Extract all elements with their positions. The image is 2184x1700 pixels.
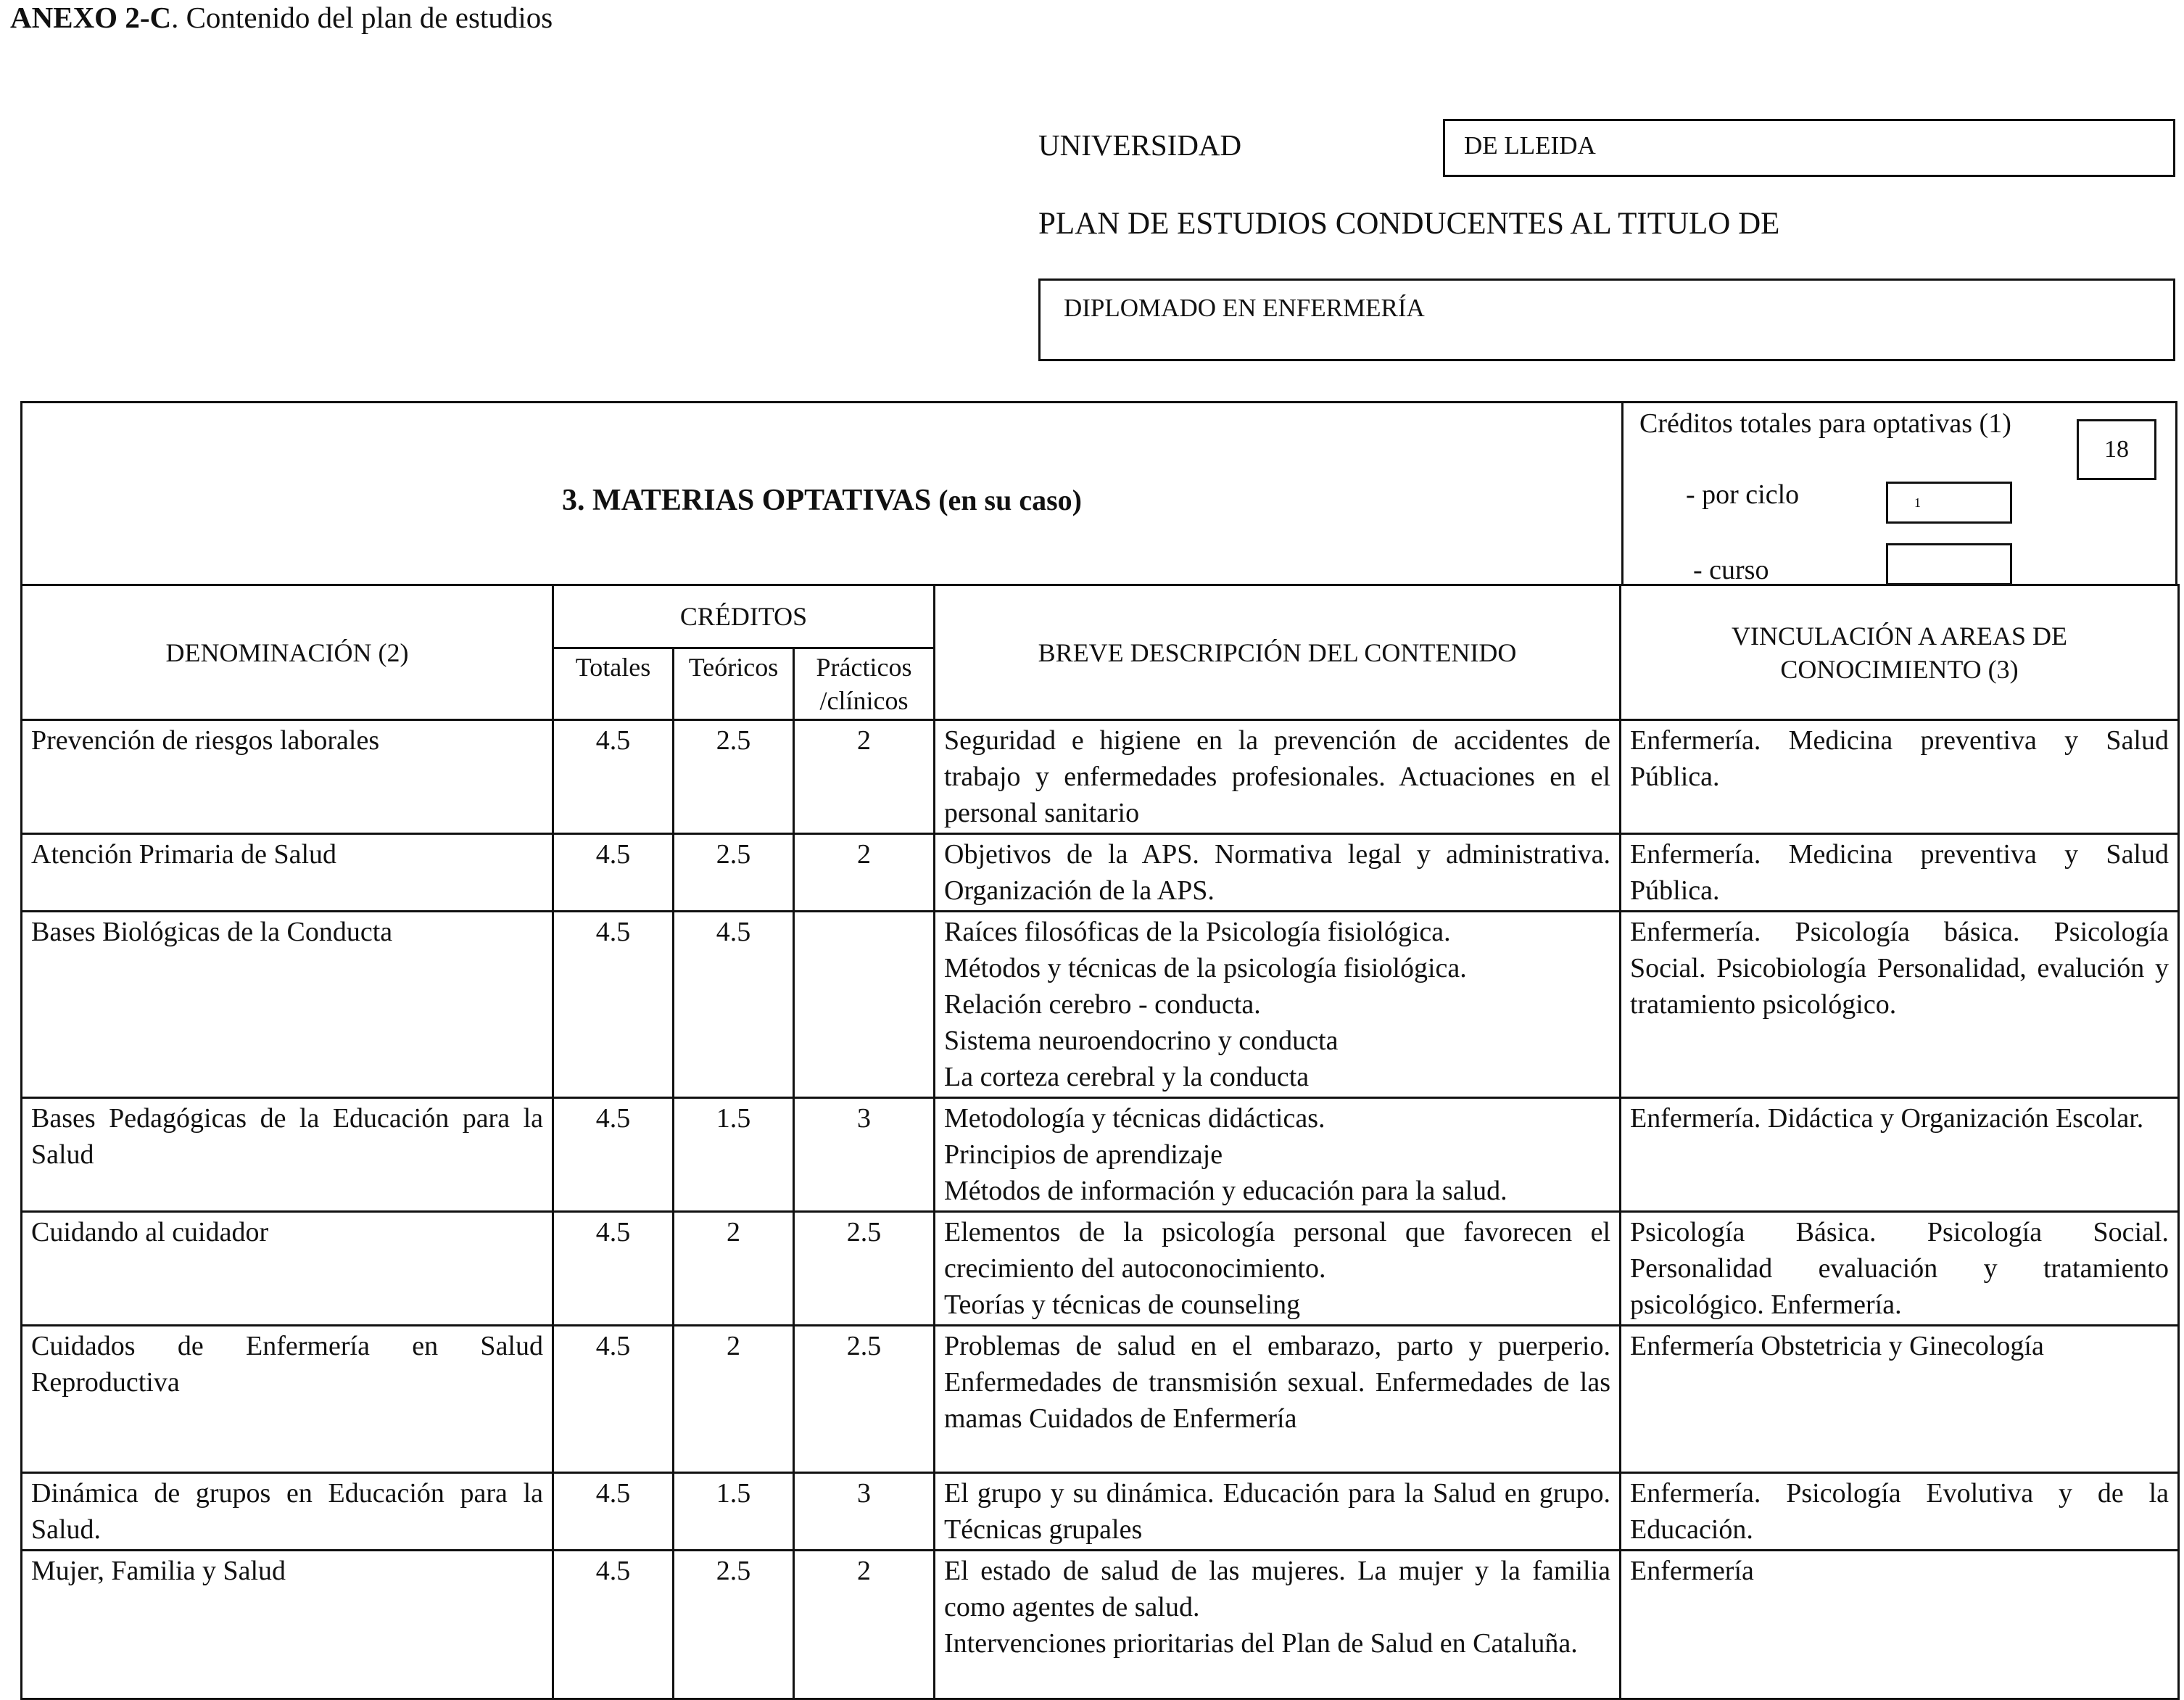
table-row: [22, 720, 2179, 834]
university-box: [1443, 119, 2175, 177]
section-title: [22, 483, 1621, 518]
university-value: DE LLEIDA: [1464, 131, 1596, 160]
per-cycle-value: 1: [1914, 495, 1921, 510]
credits-theory: 1.5: [674, 1098, 794, 1212]
subject-name: Cuidando al cuidador: [22, 1212, 553, 1326]
university-label: UNIVERSIDAD: [1038, 128, 1242, 162]
credits-total: 4.5: [553, 1326, 674, 1473]
table-header-row: [22, 585, 2179, 648]
table-body: [22, 720, 2179, 1699]
description-line: La corteza cerebral y la conducta: [944, 1062, 1310, 1092]
knowledge-area: Enfermería. Psicología Evolutiva y de la Educación.: [1621, 1473, 2179, 1551]
credits-practice: 3: [794, 1473, 935, 1551]
annex-label: ANEXO 2-C: [10, 1, 172, 34]
section-title-note: (en su caso): [931, 484, 1082, 516]
description-line: Principios de aprendizaje: [944, 1139, 1223, 1170]
header-vinculacion: VINCULACIÓN A AREAS DE CONOCIMIENTO (3): [1621, 585, 2179, 720]
header-totales: Totales: [553, 648, 674, 720]
subjects-table: [20, 584, 2180, 1700]
per-course-label: - curso: [1693, 555, 1769, 585]
per-cycle-box: [1886, 482, 2012, 524]
credits-practice: 3: [794, 1098, 935, 1212]
per-course-box: [1886, 543, 2012, 585]
subject-name: Bases Biológicas de la Conducta: [22, 912, 553, 1098]
description-line: Métodos de información y educación para la salud.: [944, 1176, 1507, 1206]
knowledge-area: Enfermería. Didáctica y Organización Escolar.: [1621, 1098, 2179, 1212]
credits-total: 4.5: [553, 912, 674, 1098]
knowledge-area: Enfermería. Medicina preventiva y Salud Pública.: [1621, 834, 2179, 912]
per-cycle-label: - por ciclo: [1686, 479, 1800, 510]
description-line: Seguridad e higiene en la prevención de accidentes de trabajo y enfermedades profesionales. Actuaciones en el personal sanitario: [944, 725, 1610, 828]
knowledge-area: Enfermería: [1621, 1551, 2179, 1699]
table-row: [22, 1473, 2179, 1551]
credits-practice: [794, 912, 935, 1098]
credits-theory: 2.5: [674, 720, 794, 834]
degree-title-box: [1038, 278, 2175, 361]
header-teoricos: Teóricos: [674, 648, 794, 720]
credits-theory: 1.5: [674, 1473, 794, 1551]
credits-practice: 2: [794, 834, 935, 912]
credits-theory: 2: [674, 1326, 794, 1473]
credits-practice: 2.5: [794, 1212, 935, 1326]
subject-name: Bases Pedagógicas de la Educación para la Salud: [22, 1098, 553, 1212]
description-line: Intervenciones prioritarias del Plan de Salud en Cataluña.: [944, 1628, 1578, 1659]
knowledge-area: Enfermería. Psicología básica. Psicología Social. Psicobiología Personalidad, evalución y tratamiento psicológico.: [1621, 912, 2179, 1098]
content-description: [935, 1473, 1621, 1551]
total-credits-label: Créditos totales para optativas (1): [1639, 408, 2011, 439]
credits-total: 4.5: [553, 720, 674, 834]
table-row: [22, 1551, 2179, 1699]
table-row: [22, 834, 2179, 912]
subject-name: Dinámica de grupos en Educación para la Salud.: [22, 1473, 553, 1551]
knowledge-area: Enfermería. Medicina preventiva y Salud Pública.: [1621, 720, 2179, 834]
credits-practice: 2: [794, 720, 935, 834]
description-line: Métodos y técnicas de la psicología fisiológica.: [944, 953, 1467, 983]
description-line: Problemas de salud en el embarazo, parto y puerperio. Enfermedades de transmisión sexual. Enfermedades de las mamas Cuidados de Enfermería: [944, 1331, 1610, 1434]
credits-practice: 2: [794, 1551, 935, 1699]
annex-heading: [10, 0, 553, 35]
plan-label: PLAN DE ESTUDIOS CONDUCENTES AL TITULO DE: [1038, 207, 1780, 241]
description-line: Elementos de la psicología personal que favorecen el crecimiento del autoconocimiento.: [944, 1217, 1610, 1284]
table-row: [22, 1098, 2179, 1212]
description-line: Teorías y técnicas de counseling: [944, 1290, 1301, 1320]
credits-theory: 4.5: [674, 912, 794, 1098]
credits-total: 4.5: [553, 1551, 674, 1699]
total-credits-value: 18: [2104, 436, 2129, 463]
subject-name: Cuidados de Enfermería en Salud Reproductiva: [22, 1326, 553, 1473]
credits-theory: 2: [674, 1212, 794, 1326]
description-line: Sistema neuroendocrino y conducta: [944, 1026, 1339, 1056]
description-line: Relación cerebro - conducta.: [944, 989, 1261, 1020]
content-description: [935, 1212, 1621, 1326]
credits-total: 4.5: [553, 1098, 674, 1212]
content-description: [935, 720, 1621, 834]
content-description: [935, 1551, 1621, 1699]
degree-title: DIPLOMADO EN ENFERMERÍA: [1064, 294, 1425, 322]
content-description: [935, 1098, 1621, 1212]
content-description: [935, 1326, 1621, 1473]
total-credits-box: [2077, 419, 2156, 480]
header-divider: [1621, 403, 1623, 584]
header-descripcion: BREVE DESCRIPCIÓN DEL CONTENIDO: [935, 585, 1621, 720]
header-creditos: CRÉDITOS: [553, 585, 935, 648]
credits-practice: 2.5: [794, 1326, 935, 1473]
description-line: Metodología y técnicas didácticas.: [944, 1103, 1325, 1134]
description-line: Objetivos de la APS. Normativa legal y administrativa. Organización de la APS.: [944, 839, 1610, 906]
header-denominacion: DENOMINACIÓN (2): [22, 585, 553, 720]
credits-total: 4.5: [553, 834, 674, 912]
description-line: Raíces filosóficas de la Psicología fisiológica.: [944, 917, 1451, 947]
subject-name: Prevención de riesgos laborales: [22, 720, 553, 834]
section-header: [20, 401, 2177, 586]
credits-total: 4.5: [553, 1473, 674, 1551]
content-description: [935, 834, 1621, 912]
knowledge-area: Enfermería Obstetricia y Ginecología: [1621, 1326, 2179, 1473]
content-description: [935, 912, 1621, 1098]
subject-name: Mujer, Familia y Salud: [22, 1551, 553, 1699]
credits-theory: 2.5: [674, 1551, 794, 1699]
annex-subtitle: . Contenido del plan de estudios: [171, 1, 553, 34]
table-row: [22, 912, 2179, 1098]
credits-total: 4.5: [553, 1212, 674, 1326]
section-title-main: 3. MATERIAS OPTATIVAS: [562, 484, 932, 517]
header-practicos: Prácticos /clínicos: [794, 648, 935, 720]
knowledge-area: Psicología Básica. Psicología Social. Personalidad evaluación y tratamiento psicológico. Enfermería.: [1621, 1212, 2179, 1326]
description-line: El grupo y su dinámica. Educación para la Salud en grupo. Técnicas grupales: [944, 1478, 1610, 1545]
description-line: El estado de salud de las mujeres. La mujer y la familia como agentes de salud.: [944, 1556, 1610, 1622]
credits-theory: 2.5: [674, 834, 794, 912]
table-row: [22, 1212, 2179, 1326]
subject-name: Atención Primaria de Salud: [22, 834, 553, 912]
table-row: [22, 1326, 2179, 1473]
